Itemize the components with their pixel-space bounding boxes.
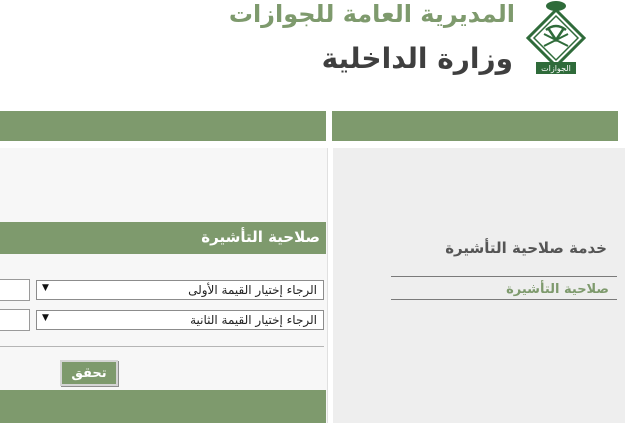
top-nav-bar-left (0, 111, 326, 141)
first-value-select-label: الرجاء إختيار القيمة الأولى (188, 283, 317, 297)
ministry-title: وزارة الداخلية (321, 42, 513, 75)
second-value-select-label: الرجاء إختيار القيمة الثانية (190, 313, 317, 327)
first-value-input[interactable] (0, 279, 30, 301)
top-nav-bar-right (332, 111, 618, 141)
form-footer-bar (0, 390, 326, 423)
check-button[interactable]: تحقق (60, 360, 118, 386)
saudi-emblem-icon (522, 0, 590, 86)
first-value-select[interactable] (36, 280, 324, 300)
service-title: خدمة صلاحية التأشيرة (445, 239, 607, 257)
dropdown-arrow-icon: ▼ (42, 313, 49, 323)
dropdown-arrow-icon: ▼ (42, 283, 49, 293)
sidebar-divider-top (391, 276, 617, 277)
directorate-title: المديرية العامة للجوازات (228, 0, 515, 28)
emblem-label: الجوازات (541, 64, 571, 73)
second-value-input[interactable] (0, 309, 30, 331)
sidebar-divider-bottom (391, 299, 617, 300)
visa-validity-section-title: صلاحية التأشيرة (0, 222, 326, 254)
second-value-select[interactable] (36, 310, 324, 330)
page-header (0, 0, 625, 108)
form-divider (0, 346, 324, 347)
sidebar-item-visa-validity[interactable]: صلاحية التأشيرة (506, 282, 609, 297)
